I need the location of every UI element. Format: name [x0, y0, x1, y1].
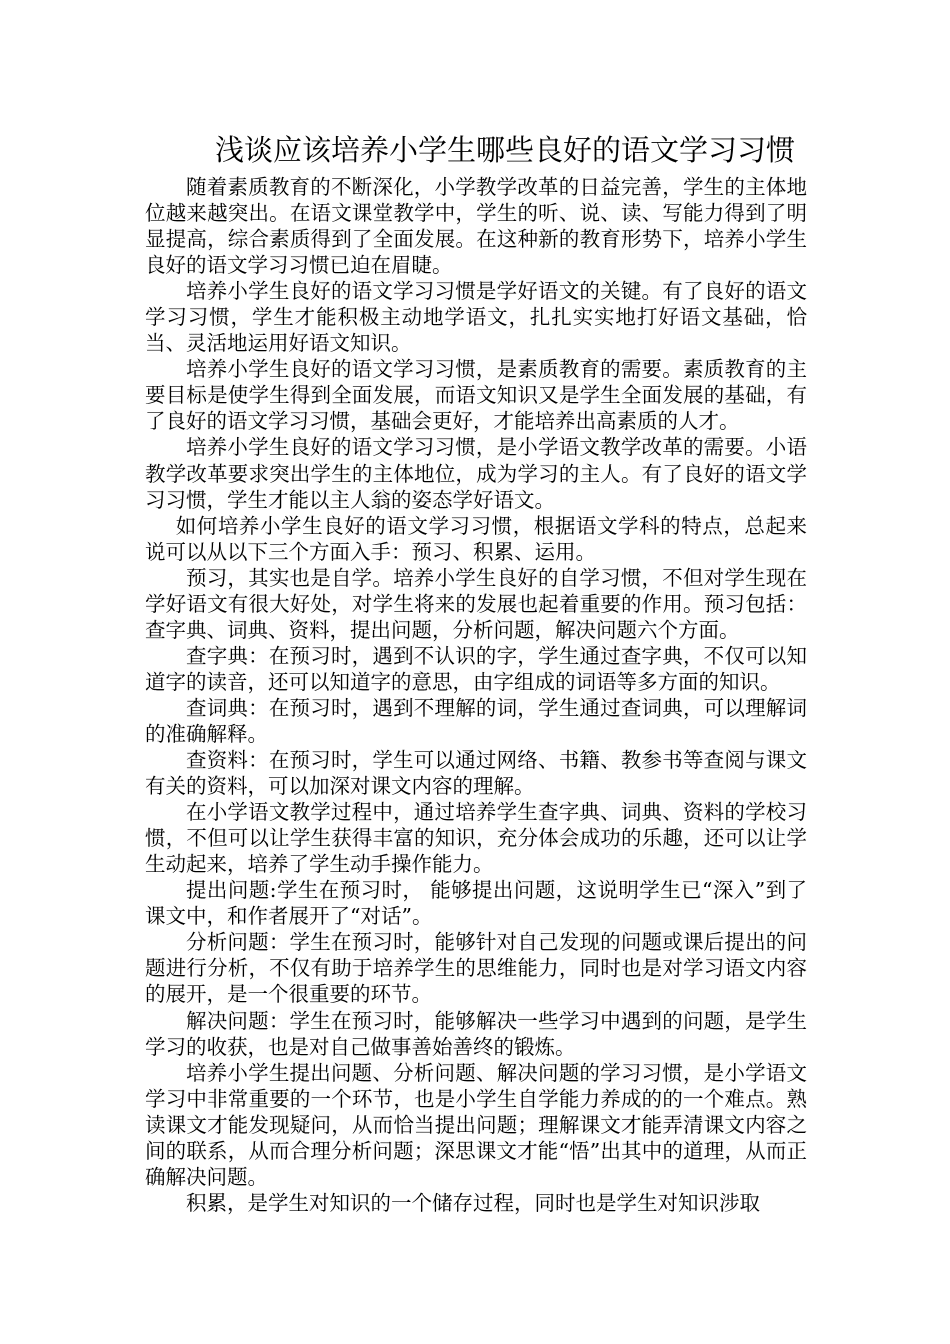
paragraph: 解决问题：学生在预习时，能够解决一些学习中遇到的问题，是学生学习的收获，也是对自己做事善始善终的锻炼。: [145, 1008, 807, 1059]
paragraph: 预习，其实也是自学。培养小学生良好的自学习惯，不但对学生现在学好语文有很大好处，对学生将来的发展也起着重要的作用。预习包括：查字典、词典、资料，提出问题，分析问题，解决问题六个方面。: [145, 565, 807, 642]
paragraph: 如何培养小学生良好的语文学习习惯，根据语文学科的特点，总起来说可以从以下三个方面入手：预习、积累、运用。: [145, 513, 807, 564]
paragraph: 培养小学生良好的语文学习习惯是学好语文的关键。有了良好的语文学习习惯，学生才能积极主动地学语文，扎扎实实地打好语文基础，恰当、灵活地运用好语文知识。: [145, 279, 807, 356]
paragraph: 随着素质教育的不断深化，小学教学改革的日益完善，学生的主体地位越来越突出。在语文课堂教学中，学生的听、说、读、写能力得到了明显提高，综合素质得到了全面发展。在这种新的教育形势下，培养小学生良好的语文学习习惯已迫在眉睫。: [145, 175, 807, 278]
paragraph: 培养小学生良好的语文学习习惯，是小学语文教学改革的需要。小语教学改革要求突出学生的主体地位，成为学习的主人。有了良好的语文学习习惯，学生才能以主人翁的姿态学好语文。: [145, 435, 807, 512]
paragraph: 积累，是学生对知识的一个储存过程，同时也是学生对知识涉取: [186, 1190, 760, 1215]
document-body: [145, 174, 807, 1216]
paragraph: 查词典：在预习时，遇到不理解的词，学生通过查词典，可以理解词的准确解释。: [145, 695, 807, 746]
paragraph: 查资料：在预习时，学生可以通过网络、书籍、教参书等查阅与课文有关的资料，可以加深对课文内容的理解。: [145, 748, 807, 799]
paragraph: 培养小学生良好的语文学习习惯，是素质教育的需要。素质教育的主要目标是使学生得到全面发展，而语文知识又是学生全面发展的基础，有了良好的语文学习习惯，基础会更好，才能培养出高素质的人才。: [145, 357, 807, 434]
paragraph: 分析问题：学生在预习时，能够针对自己发现的问题或课后提出的问题进行分析，不仅有助于培养学生的思维能力，同时也是对学习语文内容的展开，是一个很重要的环节。: [145, 930, 807, 1007]
paragraph: 提出问题:学生在预习时， 能够提出问题，这说明学生已“深入”到了课文中，和作者展开了“对话”。: [145, 878, 807, 929]
paragraph: 培养小学生提出问题、分析问题、解决问题的学习习惯，是小学语文学习中非常重要的一个环节，也是小学生自学能力养成的的一个难点。熟读课文才能发现疑问，从而恰当提出问题；理解课文才能弄清课文内容之间的联系，从而合理分析问题；深思课文才能“悟”出其中的道理，从而正确解决问题。: [145, 1060, 807, 1189]
paragraph: 在小学语文教学过程中，通过培养学生查字典、词典、资料的学校习惯，不但可以让学生获得丰富的知识，充分体会成功的乐趣，还可以让学生动起来，培养了学生动手操作能力。: [145, 800, 807, 877]
document-title: 浅谈应该培养小学生哪些良好的语文学习习惯: [214, 133, 795, 167]
paragraph: 查字典：在预习时，遇到不认识的字，学生通过查字典，不仅可以知道字的读音，还可以知道字的意思，由字组成的词语等多方面的知识。: [145, 643, 807, 694]
